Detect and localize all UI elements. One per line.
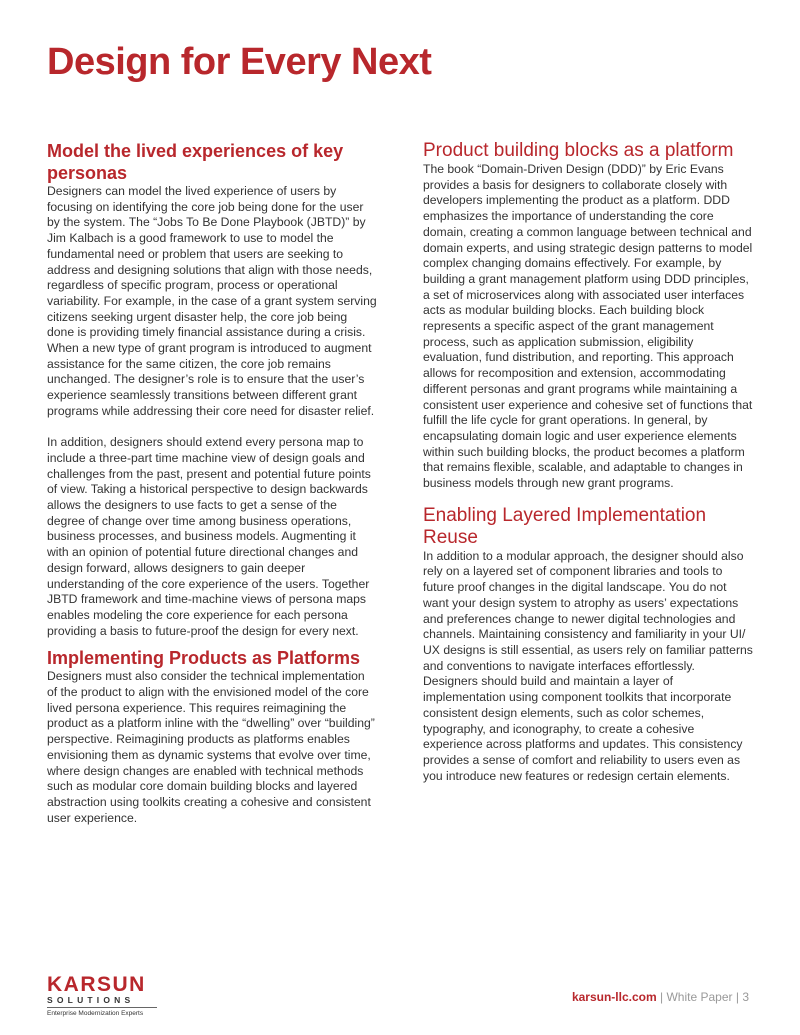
paragraph-platforms-1: Designers must also consider the technical implementation of the product to align with the envisioned model of the core lived persona experience. This requires reimagining the product as a platform inline with the “dwelling” over “building” perspective. Reimagining products as platforms enables envisioning them as dynamic systems that evolve over time, where design changes are enabled with technical methods such as modular core domain building blocks and layered abstraction using toolkits creating a cohesive and consistent user experience. <box>47 669 375 825</box>
section-heading-personas: Model the lived experiences of key personas <box>47 141 344 183</box>
footer-site-link[interactable]: karsun-llc.com <box>571 990 657 1004</box>
footer-doc-type: White Paper <box>666 990 733 1004</box>
section-heading-layered-reuse: Enabling Layered Implementation Reuse <box>423 504 707 548</box>
company-logo <box>47 975 157 1018</box>
logo-name: KARSUN <box>47 973 146 996</box>
footer-separator: | <box>735 990 739 1004</box>
section-heading-platforms: Implementing Products as Platforms <box>47 648 361 669</box>
footer-page-number: 3 <box>742 990 749 1004</box>
paragraph-building-blocks-1: The book “Domain-Driven Design (DDD)” by Eric Evans provides a basis for designers to collaborate closely with developers implementing the product as a platform. DDD emphasizes the importance of understanding the core domain, creating a common language between technical and domain experts, and using strategic design patterns to model complex changing domains effectively. For example, by building a grant management platform using DDD principles, a set of microservices along with associated user interfaces acts as modular building blocks. Each building block represents a specific aspect of the grant management process, such as application submission, eligibility evaluation, fund distribution, and reporting. This approach allows for recomposition and extension, accommodating different personas and grant programs while maintaining a consistent user experience and cohesive set of functions that fulfill the life cycle for grant operations. In general, by encapsulating domain logic and user experience elements within such building blocks, the product becomes a platform that remains flexible, scalable, and adaptable to changes in business models through new grant programs. <box>423 162 753 491</box>
logo-tagline: Enterprise Modernization Experts <box>47 1007 157 1018</box>
section-heading-building-blocks: Product building blocks as a platform <box>423 140 734 161</box>
paragraph-layered-reuse-1: In addition to a modular approach, the designer should also rely on a layered set of component libraries and tools to future proof changes in the digital landscape. You do not want your design system to atrophy as users’ expectations and preferences change to newer digital technologies and channels. Maintaining consistency and familiarity in your UI/ UX designs is still essential, as users rely on familiar patterns and conventions to navigate interfaces effortlessly. Designers should build and maintain a layer of implementation using component toolkits that incorporate consistent design elements, such as color schemes, typography, and iconography, to create a cohesive experience across platforms and updates. This consistency provides a sense of comfort and reliability to users even as you introduce new features or redesign certain elements. <box>423 548 753 783</box>
left-column <box>47 140 377 826</box>
paragraph-personas-1: Designers can model the lived experience of users by focusing on identifying the core job being done for the user by the system. The “Jobs To Be Done Playbook (JBTD)” by Jim Kalbach is a good framework to use to model the fundamental need or problem that users are seeking to address and designing solutions that align with those needs, regardless of specific program, process or operational variability. For example, in the case of a grant system serving citizens seeking urgent disaster help, the core job being done is providing timely financial assistance during a crisis. When a new type of grant program is introduced to augment assistance for the same citizen, the core job remains unchanged. The designer’s role is to ensure that the user’s experience seamlessly transitions between different grant programs while addressing their core need for disaster relief. <box>47 184 377 418</box>
paragraph-personas-2: In addition, designers should extend every persona map to include a three-part time machine view of design goals and challenges from the past, present and potential future points of view. Taking a historical perspective to design backwards allows the designers to use facts to get a sense of the degree of change over time among business operations, business processes, and business models. Augmenting it with an opinion of potential future directional changes and design forward, allows designers to gain deeper understanding of the core experience of the users. Together JBTD framework and time-machine views of persona maps enables modeling the core experience for each persona providing a basis to future-proof the design for every next. <box>47 435 371 638</box>
footer-info <box>572 990 749 1004</box>
right-column <box>423 140 753 784</box>
logo-sub: SOLUTIONS <box>47 995 135 1005</box>
footer-separator: | <box>660 990 664 1004</box>
page-title: Design for Every Next <box>47 41 432 83</box>
